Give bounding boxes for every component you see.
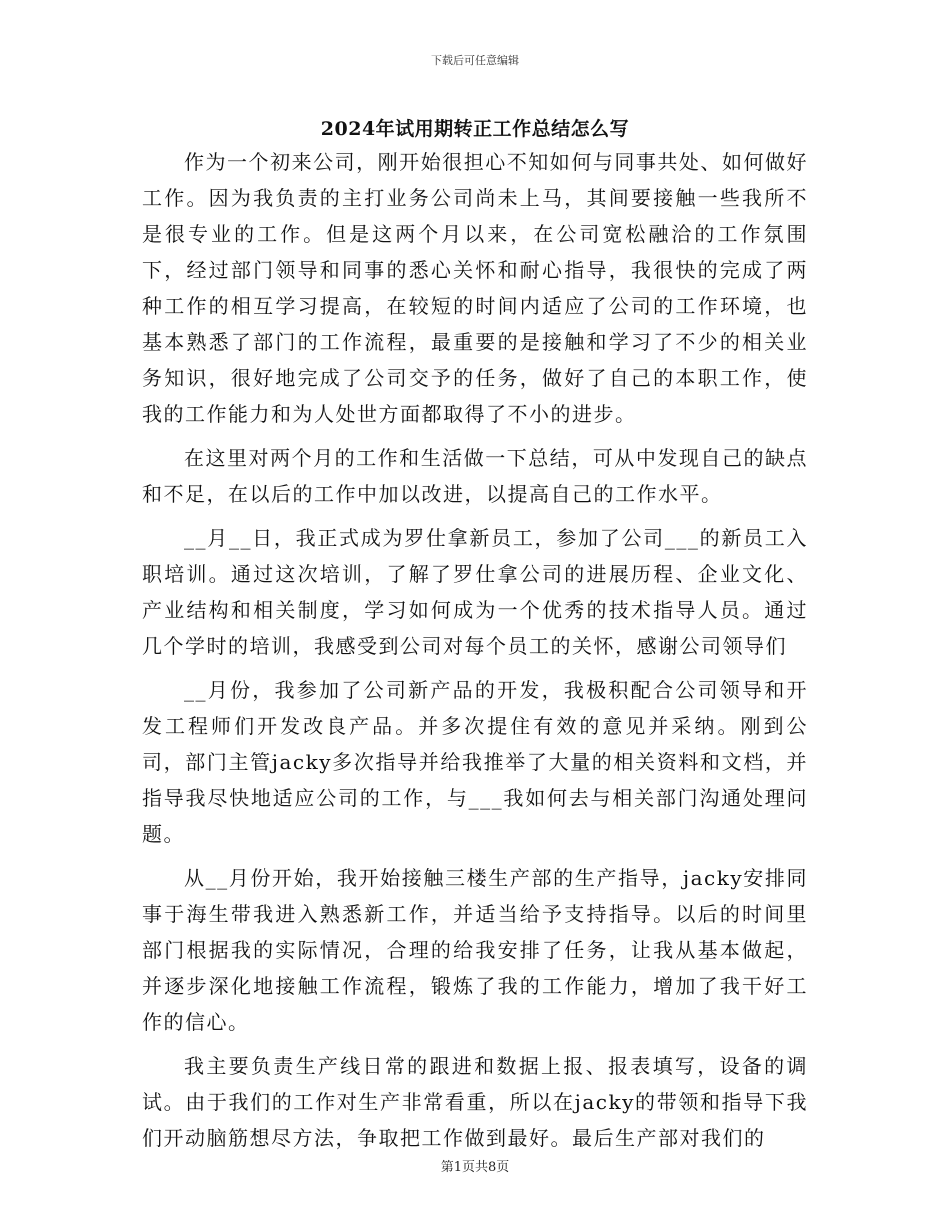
paragraph-6: 我主要负责生产线日常的跟进和数据上报、报表填写，设备的调试。由于我们的工作对生产非常看重，所以在jacky的带领和指导下我们开动脑筋想尽方法，争取把工作做到最好。最后生产部对我们的 [142,1054,808,1150]
page-number-footer: 第1页共8页 [440,1160,510,1175]
document-title: 2024年试用期转正工作总结怎么写 [320,118,630,140]
document-body [142,144,808,1156]
paragraph-5: 从__月份开始，我开始接触三楼生产部的生产指导，jacky安排同事于海生带我进入熟悉新工作，并适当给予支持指导。以后的时间里部门根据我的实际情况，合理的给我安排了任务，让我从基本做起，并逐步深化地接触工作流程，锻炼了我的工作能力，增加了我干好工作的信心。 [142,866,808,1034]
paragraph-4: __月份，我参加了公司新产品的开发，我极积配合公司领导和开发工程师们开发改良产品。并多次提住有效的意见并采纳。刚到公司，部门主管jacky多次指导并给我推举了大量的相关资料和文档，并指导我尽快地适应公司的工作，与___我如何去与相关部门沟通处理问题。 [142,678,808,846]
page-header-note: 下载后可任意编辑 [431,54,519,67]
paragraph-3: __月__日，我正式成为罗仕拿新员工，参加了公司___的新员工入职培训。通过这次培训，了解了罗仕拿公司的进展历程、企业文化、产业结构和相关制度，学习如何成为一个优秀的技术指导人员。通过几个学时的培训，我感受到公司对每个员工的关怀，感谢公司领导们 [142,526,808,658]
paragraph-2: 在这里对两个月的工作和生活做一下总结，可从中发现自己的缺点和不足，在以后的工作中加以改进，以提高自己的工作水平。 [142,446,808,506]
paragraph-1: 作为一个初来公司，刚开始很担心不知如何与同事共处、如何做好工作。因为我负责的主打业务公司尚未上马，其间要接触一些我所不是很专业的工作。但是这两个月以来，在公司宽松融洽的工作氛围下，经过部门领导和同事的悉心关怀和耐心指导，我很快的完成了两种工作的相互学习提高，在较短的时间内适应了公司的工作环境，也基本熟悉了部门的工作流程，最重要的是接触和学习了不少的相关业务知识，很好地完成了公司交予的任务，做好了自己的本职工作，使我的工作能力和为人处世方面都取得了不小的进步。 [142,150,808,426]
